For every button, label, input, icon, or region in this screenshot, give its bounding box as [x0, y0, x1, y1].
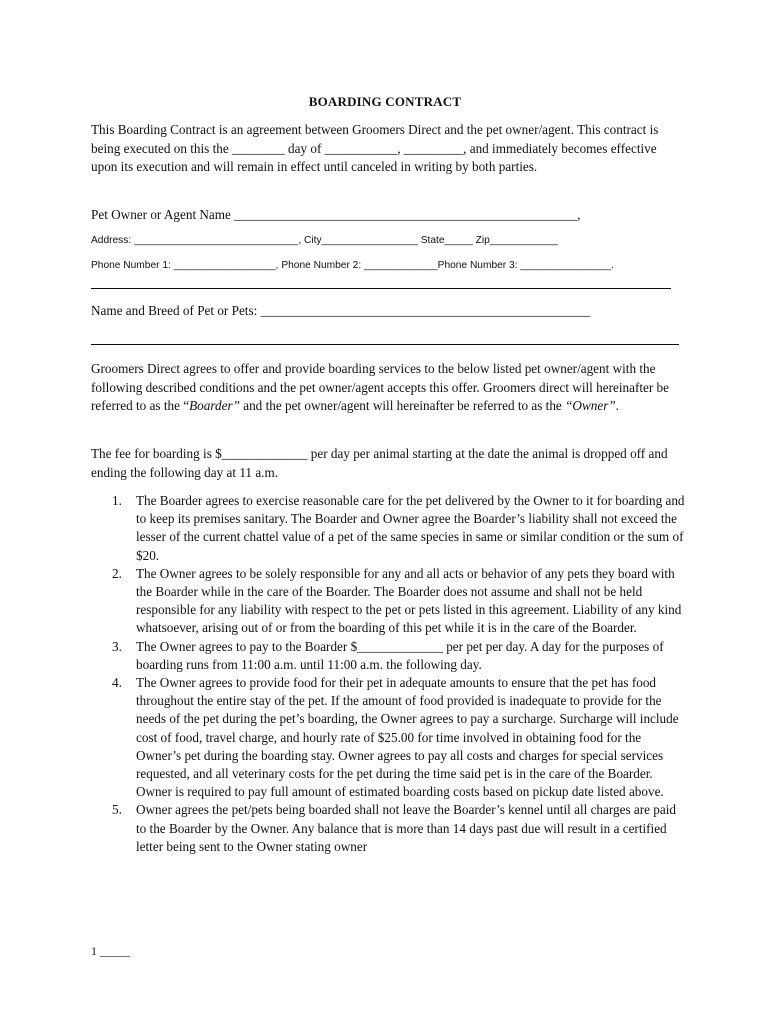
intro-paragraph: This Boarding Contract is an agreement between Groomers Direct and the pet owner/agent. This contract is being executed on this the ________ day of ___________, _________, and immediately becomes effective upon its execution and will remain in effect until canceled in writing by both parties. — [91, 122, 659, 174]
offer-boarder-term: Boarder” — [189, 398, 240, 413]
document-title: BOARDING CONTRACT — [308, 94, 462, 109]
item-text: Owner agrees the pet/pets being boarded shall not leave the Boarder’s kennel until all charges are paid to the Boarder by the Owner. Any balance that is more than 14 days past due will result in a certified letter being sent to the Owner stating owner — [136, 802, 677, 854]
list-item — [91, 565, 686, 638]
item-number: 3. — [112, 638, 122, 654]
item-text: The Owner agrees to be solely responsible for any and all acts or behavior of any pets they board with the Boarder while in the care of the Boarder. The Boarder does not assume and shall not be held responsible for any liability with respect to the pet or pets listed in this agreement. Liability of any kind whatsoever, arising out of or from the boarding of this pet while it is in the care of the Boarder. — [136, 565, 682, 636]
item-number: 4. — [112, 675, 122, 691]
offer-text-1: Groomers Direct agrees to offer and provide boarding services to the below listed pet owner/agent with the following described conditions and the pet owner/agent accepts this offer. Groomers direct will hereinafter be referred to as the “ — [91, 361, 669, 413]
offer-owner-term: “Owner” — [565, 398, 616, 413]
list-item — [91, 674, 686, 801]
item-number: 1. — [112, 493, 122, 508]
page-number: 1 _____ — [91, 944, 130, 958]
offer-text-end: . — [615, 398, 619, 413]
address-line: Address: _____________________________, City_________________ State_____ Zip____________ — [91, 235, 558, 246]
item-text: The Owner agrees to pay to the Boarder $_____________ per pet per day. A day for the purposes of boarding runs from 11:00 a.m. until 11:00 a.m. the following day. — [136, 638, 664, 672]
item-number: 5. — [112, 802, 122, 818]
list-item — [91, 492, 686, 565]
item-text: The Owner agrees to provide food for their pet in adequate amounts to ensure that the pet has food throughout the entire stay of the pet. If the amount of food provided is inadequate to provide for the needs of the pet during the pet’s boarding, the Owner agrees to pay a surcharge. Surcharge will include cost of food, travel charge, and hourly rate of $25.00 for time involved in obtaining food for the Owner’s pet during the boarding stay. Owner agrees to pay all costs and charges for special services requested, and all veterinary costs for the pet during the time said pet is in the care of the Boarder. Owner is required to pay full amount of estimated boarding costs based on pickup date listed above. — [136, 675, 679, 800]
blank-rule-2 — [91, 344, 679, 345]
pet-breed-line: Name and Breed of Pet or Pets: __________________________________________________ — [91, 303, 591, 318]
offer-paragraph — [91, 360, 686, 416]
item-number: 2. — [112, 565, 122, 581]
terms-list — [91, 492, 686, 856]
fee-paragraph: The fee for boarding is $_____________ per day per animal starting at the date the animal is dropped off and ending the following day at 11 a.m. — [91, 446, 668, 480]
owner-name-line: Pet Owner or Agent Name ____________________________________________________, — [91, 207, 581, 222]
list-item — [91, 801, 686, 856]
blank-rule-1 — [91, 288, 671, 289]
list-item — [91, 638, 686, 674]
phone-line: Phone Number 1: __________________, Phone Number 2: _____________Phone Number 3: ________________. — [91, 260, 614, 271]
item-text: The Boarder agrees to exercise reasonable care for the pet delivered by the Owner to it for boarding and to keep its premises sanitary. The Boarder and Owner agree the Boarder’s liability shall not exceed the lesser of the current chattel value of a pet of the same species in same or similar condition or the sum of $20. — [136, 493, 685, 563]
offer-text-2: and the pet owner/agent will hereinafter be referred to as the — [239, 398, 566, 413]
